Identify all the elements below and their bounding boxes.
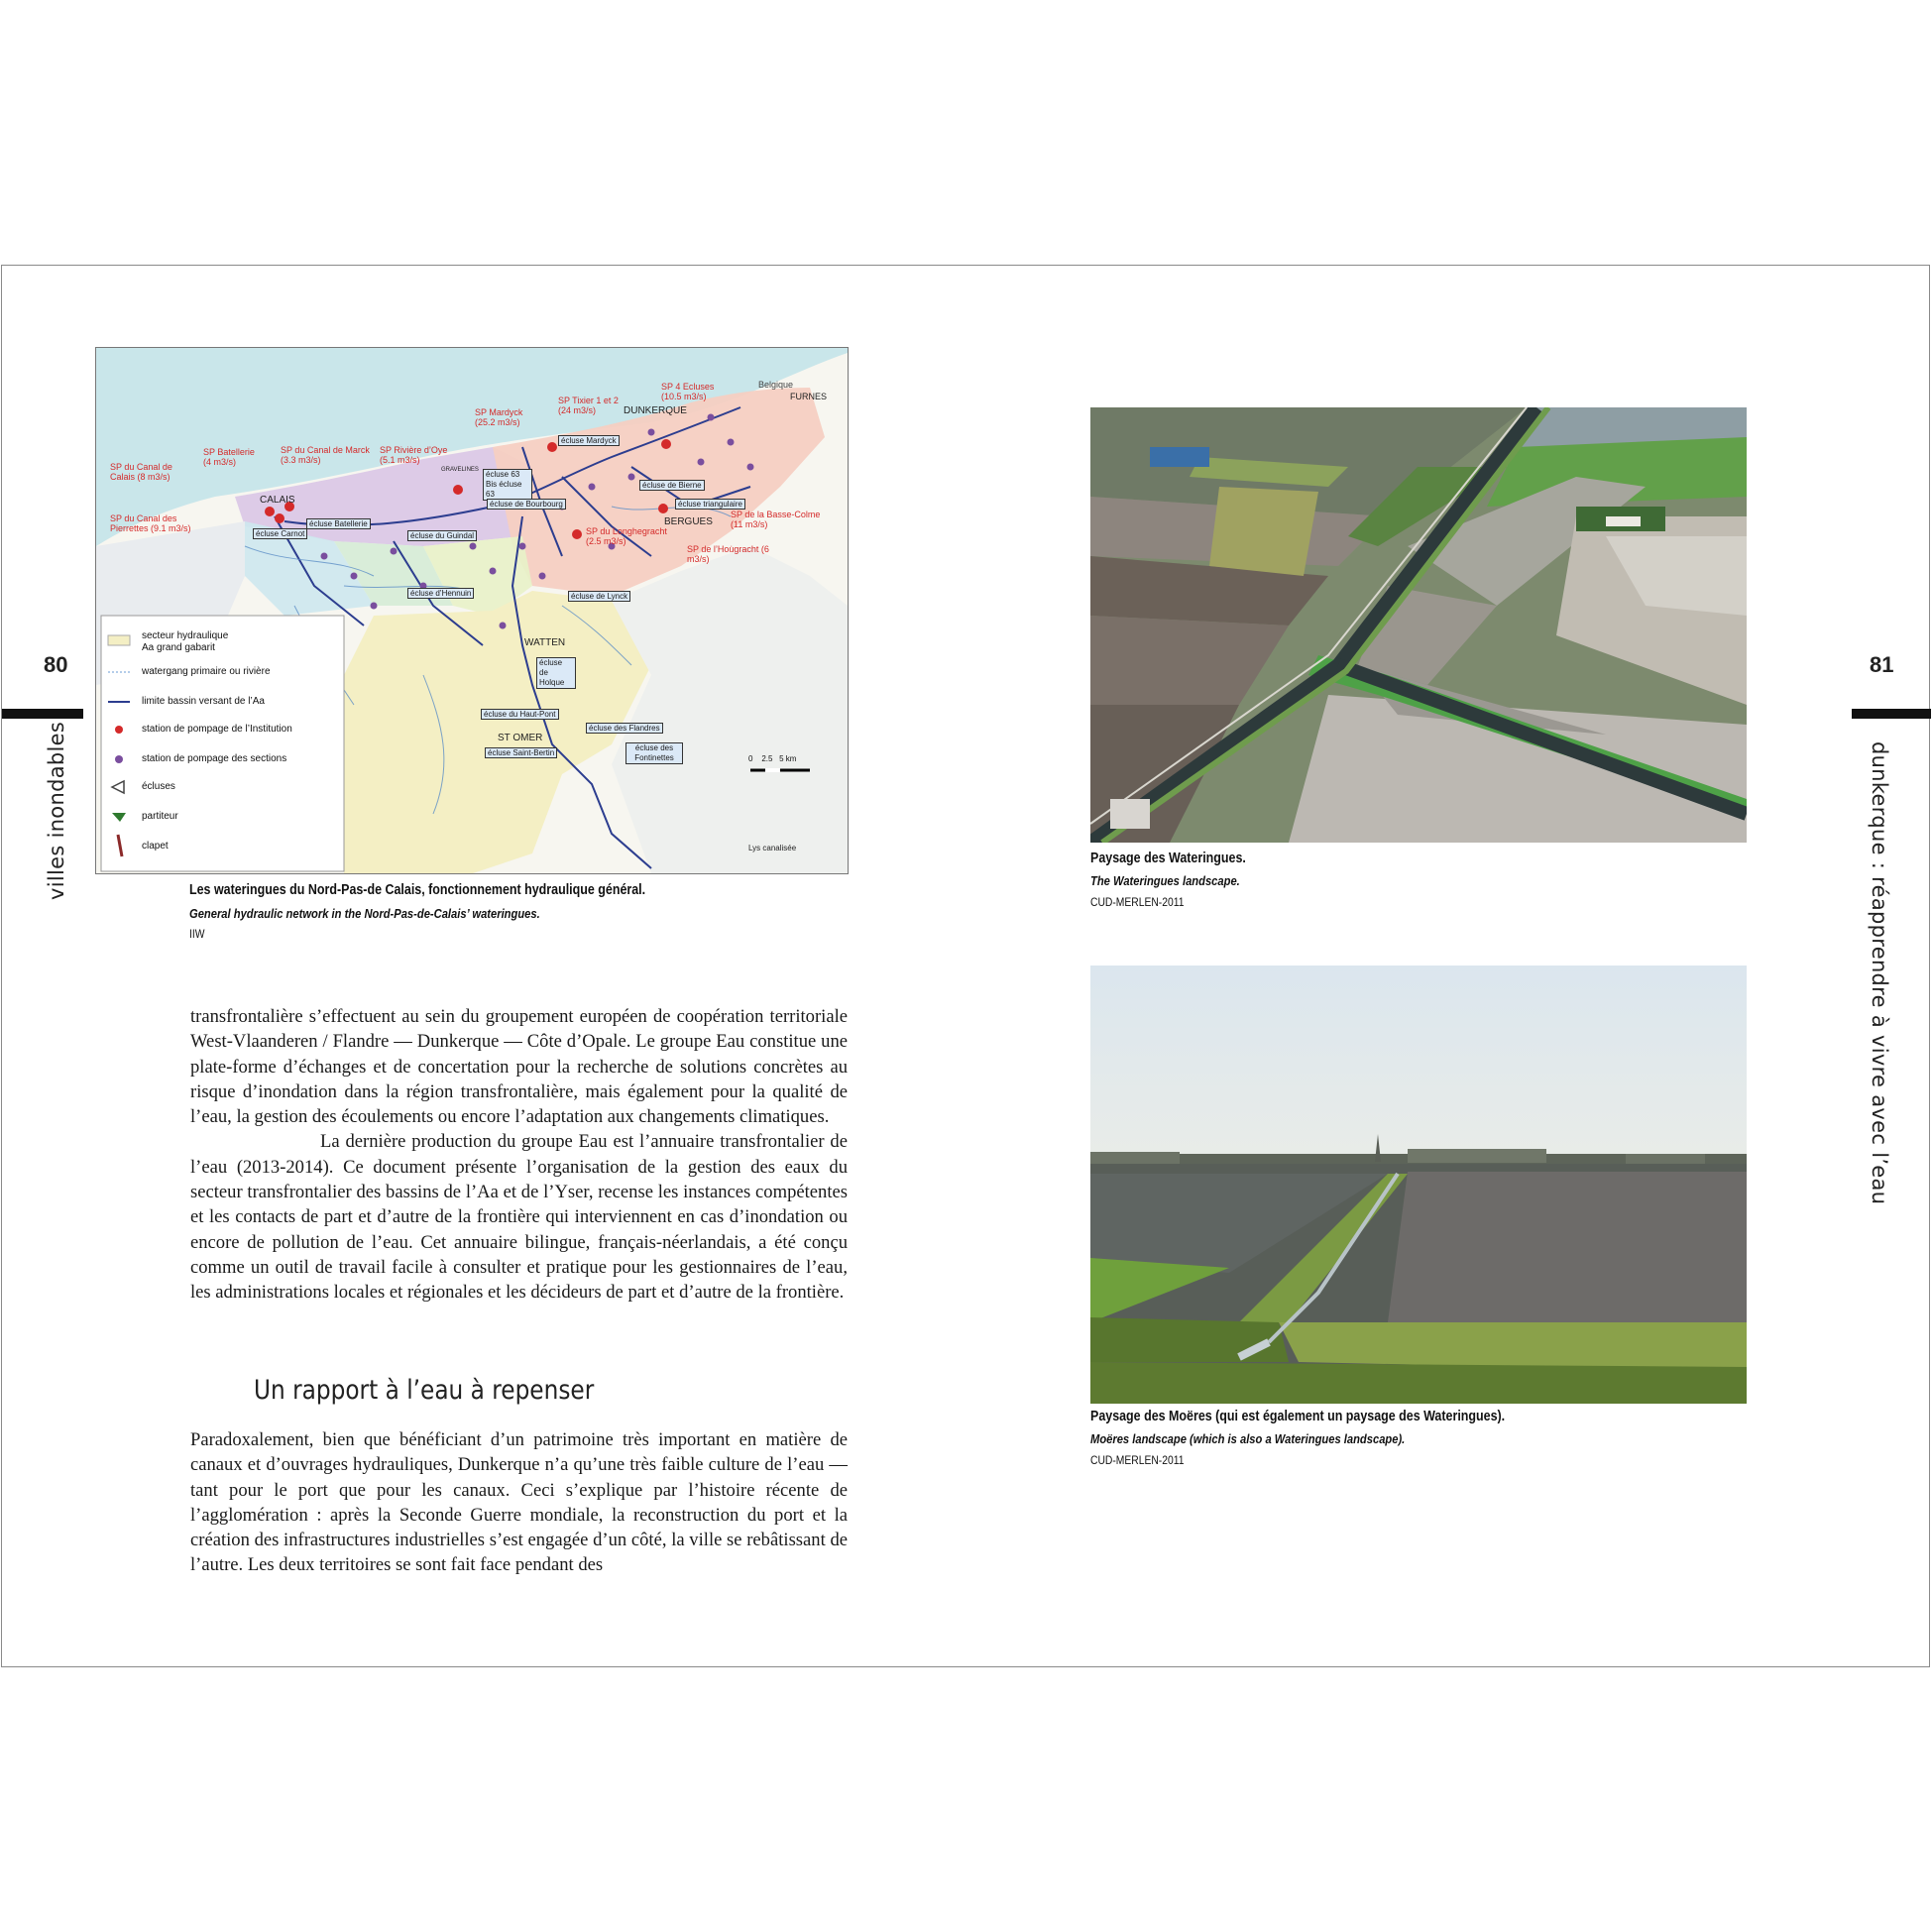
page-number-left: 80: [44, 652, 68, 677]
map-caption-fr: Les wateringues du Nord-Pas-de Calais, fonctionnement hydraulique général.: [189, 882, 646, 898]
photo-moeres-landscape: [1090, 966, 1747, 1404]
map-label-lock: écluse de Holque: [536, 657, 576, 689]
legend-item: watergang primaire ou rivière: [142, 666, 271, 677]
book-spread: [1, 265, 1930, 1667]
photo-wateringues-aerial: [1090, 407, 1747, 843]
photo1-caption-fr: Paysage des Wateringues.: [1090, 851, 1246, 866]
map-label-place: GRAVELINES: [441, 467, 479, 473]
body-text-top: [190, 1004, 848, 1306]
running-head-left: villes inondables: [45, 721, 68, 900]
map-graphic: [96, 348, 848, 873]
map-label-lock: écluse des Flandres: [586, 723, 663, 734]
legend-item: clapet: [142, 841, 169, 852]
legend-item: limite bassin versant de l’Aa: [142, 696, 265, 707]
map-label-place: DUNKERQUE: [624, 405, 687, 416]
map-label-place: CALAIS: [260, 495, 295, 506]
photo-moeres-graphic: [1090, 966, 1747, 1404]
map-label-pump: SP Rivière d’Oye (5.1 m3/s): [380, 445, 448, 465]
photo2-caption-en: Moëres landscape (which is also a Wateringues landscape).: [1090, 1431, 1406, 1446]
map-label-lock: écluse Batellerie: [306, 518, 371, 529]
map-label-pump: SP de la Basse-Colme (11 m3/s): [731, 510, 821, 529]
map-label-place: Belgique: [758, 380, 794, 390]
map-label-place: FURNES: [790, 392, 828, 401]
map-label-lock: écluse des Fontinettes: [625, 742, 683, 764]
map-label-pump: SP Tixier 1 et 2 (24 m3/s): [558, 396, 619, 415]
map-label-lock: écluse du Haut-Pont: [481, 709, 559, 720]
section-heading: Un rapport à l’eau à repenser: [254, 1375, 595, 1406]
running-head-right: dunkerque : réapprendre à vivre avec l’eau: [1868, 741, 1891, 1205]
photo1-credit: CUD-MERLEN-2011: [1090, 895, 1185, 909]
legend-item: Aa grand gabarit: [142, 642, 215, 653]
paragraph: transfrontalière s’effectuent au sein du groupement européen de coopération territoriale West-Vlaanderen / Flandre — Dunkerque — Côte d’Opale. Le groupe Eau constitue une plate-forme d’échanges et de concertation pour la recherche de solutions concrètes au risque d’inondation dans la région transfrontalière, mais également pour la qualité de l’eau, la gestion des écoulements ou encore l’adaptation aux changements climatiques.: [190, 1006, 848, 1128]
map-label-lock: écluse triangulaire: [675, 499, 745, 510]
map-label-pump: SP du Canal de Marck (3.3 m3/s): [281, 445, 370, 465]
map-label-lock: écluse de Bierne: [639, 480, 705, 491]
map-label-pump: SP du Longhegracht (2.5 m3/s): [586, 526, 667, 546]
legend-item: partiteur: [142, 811, 178, 822]
body-text-bottom: [190, 1427, 848, 1578]
page-marker-bar-right: [1852, 709, 1931, 719]
legend-item: secteur hydraulique: [142, 630, 229, 641]
map-label-lock: écluse 63 Bis écluse 63: [483, 469, 532, 501]
map-river-label: Lys canalisée: [748, 844, 797, 852]
map-label-pump: SP du Canal de Calais (8 m3/s): [110, 462, 172, 482]
map-label-pump: SP du Canal des Pierrettes (9.1 m3/s): [110, 513, 191, 533]
map-label-lock: écluse de Lynck: [568, 591, 630, 602]
map-label-place: BERGUES: [664, 516, 713, 527]
photo2-credit: CUD-MERLEN-2011: [1090, 1453, 1185, 1467]
map-label-pump: SP 4 Ecluses (10.5 m3/s): [661, 382, 715, 401]
map-label-lock: écluse Carnot: [253, 528, 307, 539]
page-number-right: 81: [1870, 652, 1894, 677]
hydraulic-network-map: [95, 347, 849, 874]
photo1-caption-en: The Wateringues landscape.: [1090, 873, 1240, 888]
legend-item: station de pompage des sections: [142, 753, 287, 764]
photo2-caption-fr: Paysage des Moëres (qui est également un paysage des Wateringues).: [1090, 1409, 1506, 1424]
map-credit: IIW: [189, 927, 205, 941]
page-marker-bar-left: [2, 709, 83, 719]
map-scale-label: 0 2.5 5 km: [748, 754, 797, 763]
map-label-place: WATTEN: [524, 637, 566, 648]
map-label-lock: écluse Saint-Bertin: [485, 747, 557, 758]
map-label-pump: SP de l’Hou̇gracht (6 m3/s): [687, 544, 769, 564]
map-label-pump: SP Batellerie (4 m3/s): [203, 447, 255, 467]
legend-item: écluses: [142, 781, 175, 792]
map-label-lock: écluse de Bourbourg: [487, 499, 566, 510]
photo-wateringues-graphic: [1090, 407, 1747, 843]
map-label-lock: écluse d’Hennuin: [407, 588, 474, 599]
map-caption-en: General hydraulic network in the Nord-Pas-de-Calais’ wateringues.: [189, 906, 540, 921]
paragraph: La dernière production du groupe Eau est l’annuaire transfrontalier de l’eau (2013-2014). Ce document présente l’organisation de la gestion des eaux du secteur transfrontalier des bassins de l’Aa et de l’Yser, recense les instances compétentes et les contacts de part et d’autre de la frontière qui interviennent en cas d’inondation ou encore de pollution de l’eau. Cet annuaire bilingue, français-néerlandais, a été conçu comme un outil de travail facile à consulter et pratique pour les gestionnaires de l’eau, les administrations locales et régionales et les décideurs de part et d’autre de la frontière.: [190, 1131, 848, 1304]
map-label-pump: SP Mardyck (25.2 m3/s): [475, 407, 523, 427]
map-label-lock: écluse Mardyck: [558, 435, 620, 446]
legend-item: station de pompage de l’Institution: [142, 724, 292, 735]
map-label-place: ST OMER: [498, 733, 543, 743]
map-label-lock: écluse du Guindal: [407, 530, 477, 541]
paragraph: Paradoxalement, bien que bénéficiant d’un patrimoine très important en matière de canaux et d’ouvrages hydrauliques, Dunkerque n’a qu’une très faible culture de l’eau — tant pour le port que pour les canaux. Ceci s’explique par l’histoire récente de l’agglomération : après la Seconde Guerre mondiale, la reconstruction du port et la création des infrastructures industrielles s’est engagée d’un côté, la ville se rebâtissant de l’autre. Les deux territoires se sont fait face pendant des: [190, 1429, 848, 1576]
